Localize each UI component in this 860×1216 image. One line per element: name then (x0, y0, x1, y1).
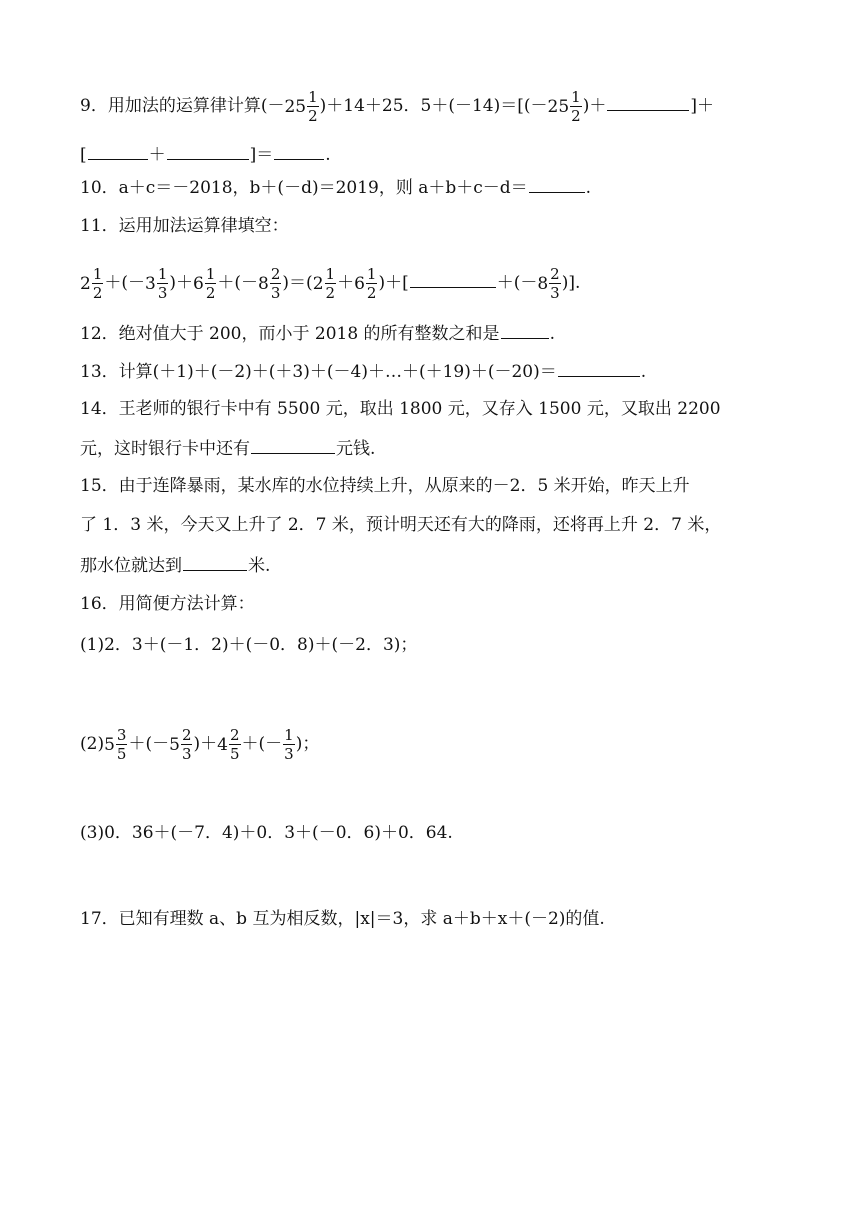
fraction (157, 265, 169, 302)
whole-part: 2 (312, 273, 324, 294)
denominator: 5 (116, 745, 127, 763)
whole-part: 8 (258, 273, 269, 294)
q16-title: 16．用简便方法计算： (80, 594, 255, 614)
numerator: 1 (325, 265, 336, 283)
q13-text-1: 13．计算(＋1)＋(－2)＋(＋3)＋(－4)＋…＋(＋19)＋(－20)＝ (80, 362, 557, 382)
answer-blank[interactable] (251, 436, 335, 454)
q16-part-2-text-4: )； (295, 734, 320, 754)
fraction (307, 88, 319, 125)
question-16-title (80, 593, 255, 615)
question-9-line-2 (80, 142, 331, 166)
absolute-value-x: |x| (354, 909, 376, 929)
answer-blank[interactable] (183, 553, 247, 571)
question-17 (80, 908, 605, 930)
question-14-line-1 (80, 398, 721, 420)
answer-blank[interactable] (274, 142, 324, 160)
q16-part-2-label: (2) (80, 734, 105, 754)
fraction (325, 265, 337, 302)
mixed-number (169, 726, 193, 763)
whole-part: 6 (193, 273, 204, 294)
q14-text-1: 14．王老师的银行卡中有 5500 元，取出 1800 元，又存入 1500 元，又取出 2200 (80, 399, 721, 419)
answer-blank[interactable] (558, 359, 640, 377)
whole-part: 8 (537, 273, 549, 294)
question-16-part-2 (80, 726, 319, 763)
answer-blank[interactable] (167, 142, 249, 160)
fraction (229, 726, 241, 763)
numerator: 1 (157, 265, 168, 283)
q9-text-7: ]＝ (249, 145, 274, 165)
mixed-number (145, 265, 169, 302)
whole-part: 5 (169, 734, 180, 755)
answer-blank[interactable] (88, 142, 148, 160)
q11-text-3: ＋(－ (217, 273, 259, 293)
q11-text-1: ＋(－ (104, 273, 146, 293)
q9-text-2: )＋14＋25．5＋(－14)＝[(－ (319, 96, 548, 116)
question-11-title (80, 215, 289, 237)
numerator: 1 (205, 265, 216, 283)
q10-text-2: . (585, 178, 592, 198)
question-11-expression (80, 265, 580, 302)
q15-text-2: 了 1．3 米，今天又上升了 2．7 米，预计明天还有大的降雨，还将再上升 2．7 米， (80, 515, 722, 535)
numerator: 3 (116, 726, 127, 744)
q16-part-3-text: (3)0．36＋(－7．4)＋0．3＋(－0．6)＋0．64. (80, 823, 453, 843)
question-15-line-3 (80, 553, 270, 577)
q11-text-2: )＋ (169, 273, 194, 293)
mixed-number (258, 265, 282, 302)
fraction (205, 265, 217, 302)
q16-part-1-text: (1)2．3＋(－1．2)＋(－0．8)＋(－2．3)； (80, 635, 418, 655)
question-16-part-1 (80, 634, 417, 656)
answer-blank[interactable] (529, 175, 585, 193)
fraction (549, 265, 561, 302)
mixed-number (548, 88, 583, 125)
q15-text-1: 15．由于连降暴雨，某水库的水位持续上升，从原来的－2．5 米开始，昨天上升 (80, 476, 690, 496)
mixed-number (313, 265, 337, 302)
q11-text-8: )]. (561, 273, 581, 293)
q15-text-3: 那水位就达到 (80, 556, 182, 576)
whole-part: 5 (104, 734, 115, 755)
q9-text-8: . (325, 145, 331, 165)
whole-part: 4 (217, 734, 228, 755)
denominator: 3 (181, 745, 192, 763)
question-14-line-2 (80, 436, 375, 460)
q9-text-1: 9．用加法的运算律计算(－ (80, 96, 285, 116)
q10-text-1: 10．a＋c＝－2018，b＋(－d)＝2019，则 a＋b＋c－d＝ (80, 178, 528, 198)
whole-part: 3 (145, 273, 156, 294)
denominator: 3 (550, 284, 560, 302)
whole-part: 2 (80, 273, 91, 294)
q9-text-3: )＋ (582, 96, 607, 116)
mixed-number (217, 726, 241, 763)
whole-part: 25 (284, 96, 307, 117)
question-15-line-1 (80, 475, 690, 497)
numerator: 2 (550, 265, 560, 283)
answer-blank[interactable] (501, 321, 549, 339)
numerator: 1 (284, 726, 294, 744)
whole-part: 6 (354, 273, 365, 294)
q11-text-6: )＋[ (378, 273, 409, 293)
q9-text-5: [ (80, 145, 87, 165)
q9-text-4: ]＋ (690, 96, 714, 116)
question-9-line-1 (80, 88, 714, 125)
whole-part: 25 (547, 96, 570, 117)
fraction (116, 726, 128, 763)
question-13 (80, 359, 646, 383)
mixed-number (354, 265, 378, 302)
q12-text-1: 12．绝对值大于 200，而小于 2018 的所有整数之和是 (80, 324, 500, 344)
mixed-number (284, 88, 319, 125)
question-15-line-2 (80, 514, 721, 536)
mixed-number (537, 265, 561, 302)
numerator: 2 (229, 726, 240, 744)
q17-text-1: 17．已知有理数 a、b 互为相反数， (80, 909, 355, 929)
numerator: 1 (366, 265, 377, 283)
q17-text-2: ＝3，求 a＋b＋x＋(－2)的值. (375, 909, 605, 929)
q12-text-2: . (549, 324, 555, 344)
denominator: 2 (571, 107, 581, 125)
denominator: 2 (325, 284, 336, 302)
denominator: 2 (366, 284, 377, 302)
denominator: 2 (205, 284, 216, 302)
numerator: 1 (571, 88, 581, 106)
q16-part-2-text-1: ＋(－ (128, 734, 170, 754)
question-10 (80, 175, 591, 199)
q15-text-4: 米. (248, 556, 271, 576)
denominator: 3 (270, 284, 281, 302)
q11-text-5: ＋ (337, 273, 355, 293)
mixed-number (80, 265, 104, 302)
mixed-number (104, 726, 128, 763)
q11-text-4: )＝( (282, 273, 313, 293)
q11-title: 11．运用加法运算律填空： (80, 216, 289, 236)
numerator: 1 (308, 88, 318, 106)
denominator: 3 (157, 284, 168, 302)
mixed-number (193, 265, 217, 302)
denominator: 2 (308, 107, 318, 125)
q14-text-2: 元，这时银行卡中还有 (80, 439, 250, 459)
q9-text-6: ＋ (148, 145, 166, 165)
q16-part-2-text-2: )＋ (193, 734, 218, 754)
denominator: 3 (284, 745, 294, 763)
answer-blank[interactable] (410, 270, 496, 288)
denominator: 5 (229, 745, 240, 763)
numerator: 1 (92, 265, 103, 283)
q14-text-3: 元钱. (336, 439, 376, 459)
fraction (181, 726, 193, 763)
fraction (283, 726, 295, 763)
denominator: 2 (92, 284, 103, 302)
fraction (570, 88, 582, 125)
numerator: 2 (270, 265, 281, 283)
q13-text-2: . (640, 362, 647, 382)
answer-blank[interactable] (607, 93, 689, 111)
fraction (270, 265, 282, 302)
fraction (92, 265, 104, 302)
q16-part-2-text-3: ＋(－ (241, 734, 283, 754)
question-12 (80, 321, 555, 345)
q11-text-7: ＋(－ (496, 273, 538, 293)
fraction (366, 265, 378, 302)
question-16-part-3 (80, 822, 453, 844)
numerator: 2 (181, 726, 192, 744)
